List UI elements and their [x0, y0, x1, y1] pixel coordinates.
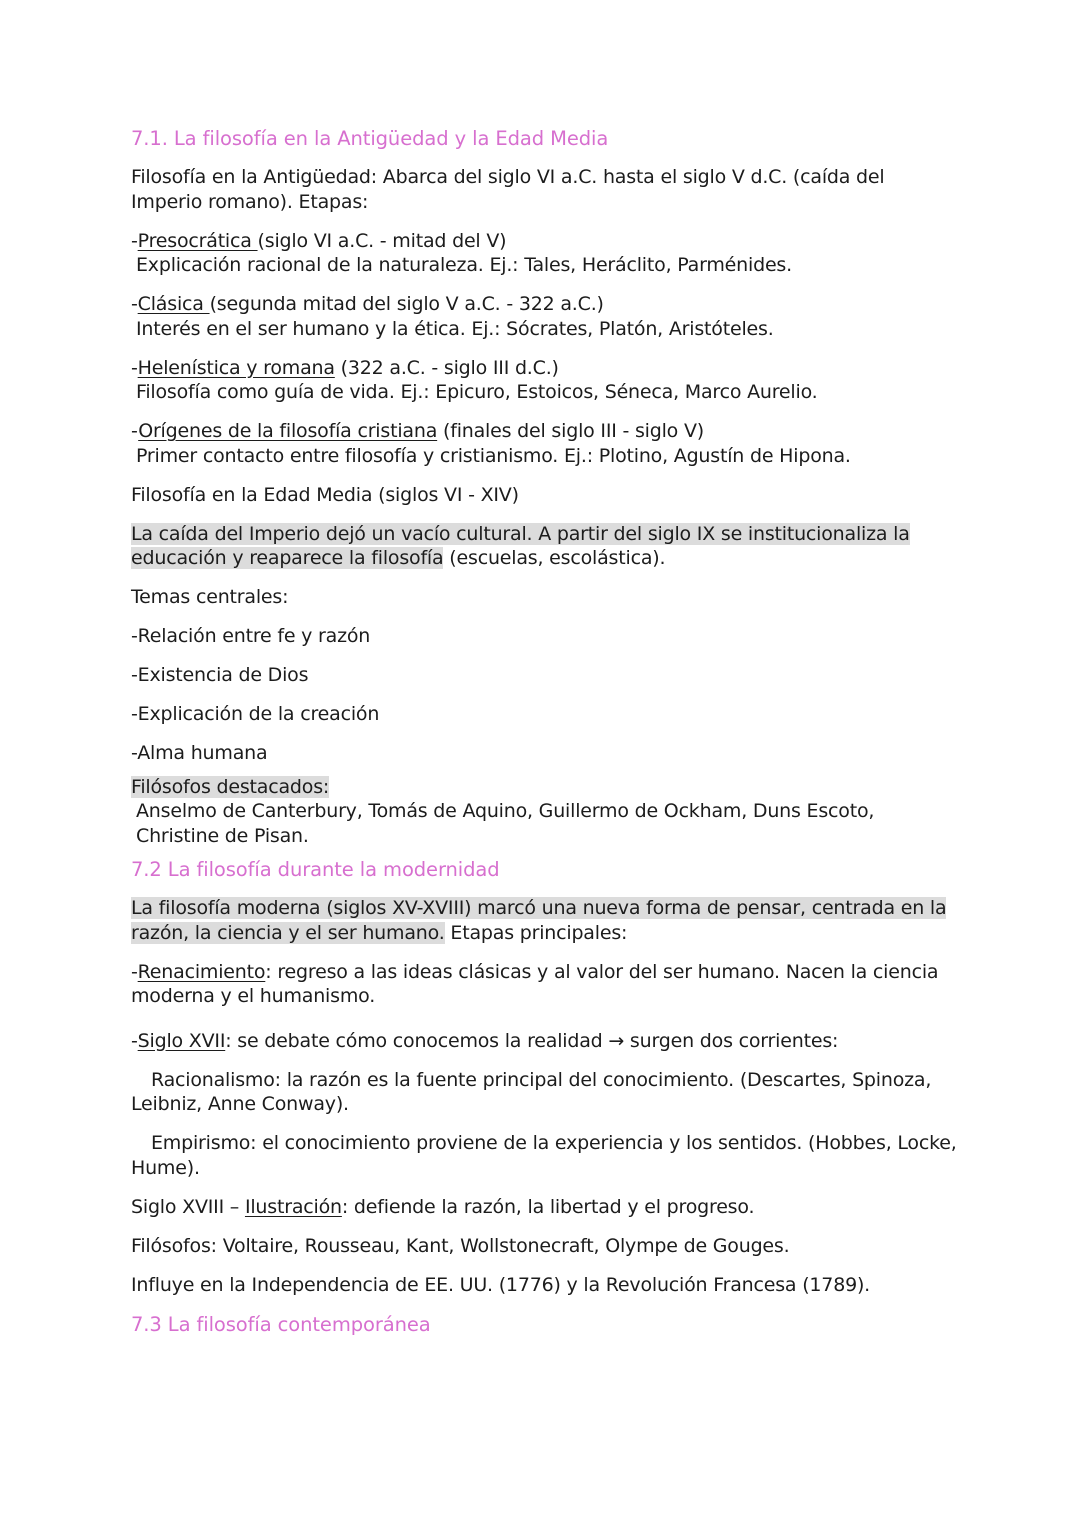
section-title-7-1: 7.1. La filosofía en la Antigüedad y la Edad Media: [131, 127, 609, 150]
middle-ages-paragraph: La caída del Imperio dejó un vacío cultural. A partir del siglo IX se institucionaliza la educación y reaparece la filosofía (escuelas, escolástica).: [131, 522, 910, 569]
stage-name: Helenística y romana: [137, 356, 335, 379]
stage-presocratic: -Presocrática (siglo VI a.C. - mitad del V) Explicación racional de la naturaleza. Ej.: Tales, Heráclito, Parménides.: [131, 229, 960, 278]
theme-item: -Explicación de la creación: [131, 703, 380, 725]
stage-description: Primer contacto entre filosofía y cristianismo. Ej.: Plotino, Agustín de Hipona.: [136, 444, 851, 467]
highlighted-text: La filosofía moderna (siglos XV-XVIII) marcó una nueva forma de pensar, centrada en la razón, la ciencia y el ser humano.: [131, 897, 947, 944]
stage-name: Presocrática: [137, 229, 258, 252]
stage-name: Renacimiento: [137, 960, 266, 983]
philosophers-list: Anselmo de Canterbury, Tomás de Aquino, Guillermo de Ockham, Duns Escoto, Christine de Pisan.: [136, 800, 875, 847]
empiricism: Empirismo: el conocimiento proviene de la experiencia y los sentidos. (Hobbes, Locke, Hume).: [131, 1132, 957, 1179]
middle-ages-title: Filosofía en la Edad Media (siglos VI - XIV): [131, 483, 519, 506]
medieval-philosophers: [131, 775, 960, 849]
section-title-7-2: 7.2 La filosofía durante la modernidad: [131, 858, 500, 881]
theme-item: -Alma humana: [131, 742, 268, 764]
rationalism: Racionalismo: la razón es la fuente principal del conocimiento. (Descartes, Spinoza, Leibniz, Anne Conway).: [131, 1068, 932, 1115]
stage-classical: -Clásica (segunda mitad del siglo V a.C. - 322 a.C.) Interés en el ser humano y la ética. Ej.: Sócrates, Platón, Aristóteles.: [131, 292, 960, 341]
stage-christian-origins: -Orígenes de la filosofía cristiana (finales del siglo III - siglo V) Primer contacto entre filosofía y cristianismo. Ej.: Plotino, Agustín de Hipona.: [131, 419, 960, 468]
stage-renaissance: -Renacimiento: regreso a las ideas clásicas y al valor del ser humano. Nacen la ciencia moderna y el humanismo.: [131, 960, 939, 1007]
modernity-intro: La filosofía moderna (siglos XV-XVIII) marcó una nueva forma de pensar, centrada en la razón, la ciencia y el ser humano. Etapas principales:: [131, 897, 947, 944]
stage-description: Filosofía como guía de vida. Ej.: Epicuro, Estoicos, Séneca, Marco Aurelio.: [136, 381, 818, 403]
stage-description: Explicación racional de la naturaleza. Ej.: Tales, Heráclito, Parménides.: [136, 254, 792, 276]
stage-description: Interés en el ser humano y la ética. Ej.: Sócrates, Platón, Aristóteles.: [136, 317, 774, 340]
enlightenment-influence: Influye en la Independencia de EE. UU. (1776) y la Revolución Francesa (1789).: [131, 1273, 871, 1296]
theme-item: -Existencia de Dios: [131, 664, 309, 686]
stage-name: Clásica: [137, 293, 210, 315]
antiquity-intro: Filosofía en la Antigüedad: Abarca del siglo VI a.C. hasta el siglo V d.C. (caída del Imperio romano). Etapas:: [131, 166, 885, 213]
stage-name: Orígenes de la filosofía cristiana: [138, 420, 438, 442]
stage-name: Ilustración: [244, 1195, 342, 1218]
theme-item: -Relación entre fe y razón: [131, 625, 371, 647]
stage-hellenistic: -Helenística y romana (322 a.C. - siglo III d.C.) Filosofía como guía de vida. Ej.: Epicuro, Estoicos, Séneca, Marco Aurelio.: [131, 356, 960, 405]
highlighted-text: La caída del Imperio dejó un vacío cultural. A partir del siglo IX se institucionaliza la educación y reaparece la filosofía: [131, 522, 910, 569]
stage-enlightenment: Siglo XVIII – Ilustración: defiende la razón, la libertad y el progreso.: [131, 1195, 755, 1218]
stage-name: Siglo XVII: [137, 1029, 226, 1052]
section-title-7-3: 7.3 La filosofía contemporánea: [131, 1312, 431, 1336]
stage-17th-century: -Siglo XVII: se debate cómo conocemos la realidad → surgen dos corrientes:: [131, 1029, 839, 1052]
enlightenment-philosophers: Filósofos: Voltaire, Rousseau, Kant, Wollstonecraft, Olympe de Gouges.: [131, 1234, 790, 1257]
philosophers-label: Filósofos destacados:: [131, 775, 330, 798]
themes-label: Temas centrales:: [131, 586, 289, 608]
